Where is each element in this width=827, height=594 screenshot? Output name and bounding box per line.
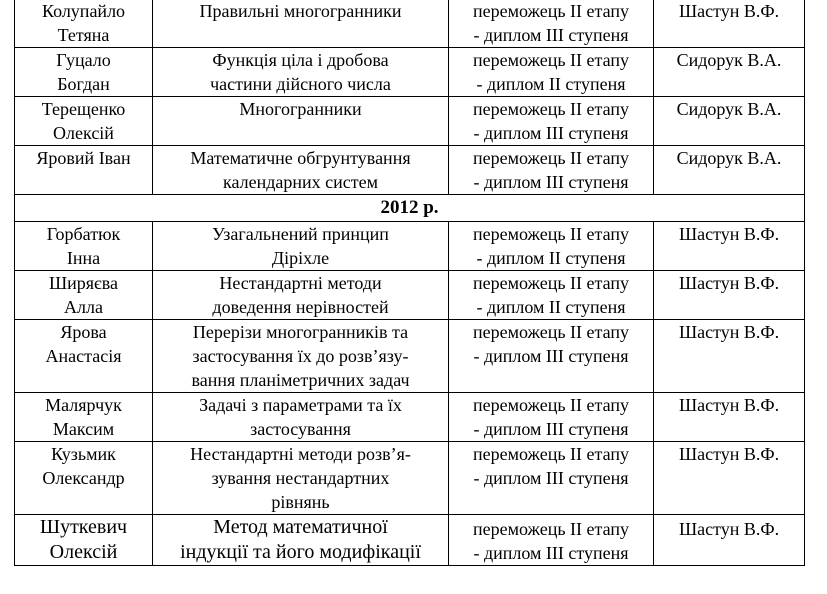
topic-cell	[153, 515, 449, 566]
table-row	[15, 0, 805, 48]
result-cell	[449, 97, 654, 146]
result-line: переможець ІІ етапу	[472, 50, 630, 70]
student-name-line: Тетяна	[57, 25, 110, 45]
student-name-cell	[15, 442, 153, 515]
result-cell	[449, 442, 654, 515]
result-line: - диплом ІІІ ступеня	[473, 468, 629, 488]
teacher-cell: Сидорук В.А.	[654, 97, 805, 146]
topic-line: зування нестандартних	[211, 468, 390, 488]
teacher-cell: Шастун В.Ф.	[654, 442, 805, 515]
student-name-cell	[15, 271, 153, 320]
results-table-body	[15, 0, 805, 566]
table-row	[15, 442, 805, 515]
topic-cell	[153, 320, 449, 393]
year-header: 2012 р.	[15, 195, 805, 222]
student-name-cell	[15, 515, 153, 566]
teacher-cell: Шастун В.Ф.	[654, 320, 805, 393]
result-line: - диплом ІІ ступеня	[476, 74, 626, 94]
result-line: переможець ІІ етапу	[472, 519, 630, 539]
student-name-line: Олексій	[49, 541, 118, 563]
teacher-cell: Сидорук В.А.	[654, 48, 805, 97]
result-line: - диплом ІІІ ступеня	[473, 172, 629, 192]
topic-line: Задачі з параметрами та їх	[199, 395, 402, 415]
topic-line: застосування їх до розв’язу-	[192, 346, 409, 366]
result-cell	[449, 320, 654, 393]
topic-cell	[153, 97, 449, 146]
result-line: переможець ІІ етапу	[472, 1, 630, 21]
student-name-line: Олександр	[42, 468, 125, 488]
result-line: переможець ІІ етапу	[472, 99, 630, 119]
topic-cell	[153, 48, 449, 97]
student-name-line: Інна	[66, 248, 101, 268]
teacher-cell: Шастун В.Ф.	[654, 515, 805, 566]
student-name-line: Малярчук	[45, 395, 122, 415]
result-line: переможець ІІ етапу	[472, 148, 630, 168]
student-name-line: Колупайло	[41, 1, 126, 21]
result-line: - диплом ІІ ступеня	[476, 297, 626, 317]
result-line: переможець ІІ етапу	[472, 322, 630, 342]
topic-line: застосування	[250, 419, 351, 439]
student-name-cell	[15, 48, 153, 97]
year-header-row	[15, 195, 805, 222]
student-name-line: Терещенко	[41, 99, 126, 119]
topic-line: Метод математичної	[213, 516, 388, 538]
student-name-cell	[15, 0, 153, 48]
student-name-line: Максим	[52, 419, 115, 439]
result-line: - диплом ІІІ ступеня	[473, 25, 629, 45]
student-name-cell	[15, 320, 153, 393]
topic-line: доведення нерівностей	[212, 297, 389, 317]
result-cell	[449, 0, 654, 48]
student-name-line: Шуткевич	[39, 516, 128, 538]
topic-line: частини дійсного числа	[210, 74, 391, 94]
topic-line: календарних систем	[223, 172, 378, 192]
student-name-cell	[15, 222, 153, 271]
student-name-line: Ширяєва	[48, 273, 119, 293]
teacher-cell: Шастун В.Ф.	[654, 393, 805, 442]
student-name-cell	[15, 97, 153, 146]
student-name-cell	[15, 393, 153, 442]
table-row	[15, 515, 805, 566]
result-line: переможець ІІ етапу	[472, 444, 630, 464]
result-line: переможець ІІ етапу	[472, 273, 630, 293]
teacher-cell: Шастун В.Ф.	[654, 222, 805, 271]
result-cell	[449, 515, 654, 566]
table-row	[15, 393, 805, 442]
student-name-line: Гуцало	[56, 50, 111, 70]
topic-line: Нестандартні методи розв’я-	[190, 444, 411, 464]
student-name-line: Яровий Іван	[36, 148, 131, 168]
result-line: - диплом ІІІ ступеня	[473, 419, 629, 439]
topic-line: Функція ціла і дробова	[212, 50, 389, 70]
topic-line: Правильні многогранники	[199, 1, 402, 21]
result-cell	[449, 393, 654, 442]
topic-cell	[153, 222, 449, 271]
student-name-line: Ярова	[60, 322, 107, 342]
result-line: - диплом ІІ ступеня	[476, 248, 626, 268]
teacher-cell: Шастун В.Ф.	[654, 271, 805, 320]
topic-line: Діріхле	[271, 248, 330, 268]
result-line: переможець ІІ етапу	[472, 395, 630, 415]
table-row	[15, 48, 805, 97]
student-name-line: Алла	[64, 297, 103, 317]
student-name-line: Олексій	[53, 123, 114, 143]
topic-line: Многогранники	[239, 99, 362, 119]
topic-cell	[153, 442, 449, 515]
student-name-line: Кузьмик	[51, 444, 116, 464]
student-name-line: Богдан	[57, 74, 110, 94]
topic-cell	[153, 0, 449, 48]
topic-line: Математичне обгрунтування	[190, 148, 411, 168]
result-line: - диплом ІІІ ступеня	[473, 123, 629, 143]
student-name-line: Горбатюк	[46, 224, 121, 244]
topic-line: Перерізи многогранників та	[192, 322, 409, 342]
topic-line: індукції та його модифікації	[180, 541, 421, 563]
result-cell	[449, 48, 654, 97]
topic-line: Узагальнений принцип	[212, 224, 389, 244]
topic-cell	[153, 271, 449, 320]
topic-line: вання планіметричних задач	[191, 370, 410, 390]
table-row	[15, 320, 805, 393]
topic-cell	[153, 393, 449, 442]
student-name-line: Анастасія	[45, 346, 122, 366]
teacher-cell: Шастун В.Ф.	[654, 0, 805, 48]
topic-line: Нестандартні методи	[219, 273, 382, 293]
table-row	[15, 222, 805, 271]
topic-line: рівнянь	[271, 492, 330, 512]
result-line: - диплом ІІІ ступеня	[473, 543, 629, 563]
result-cell	[449, 222, 654, 271]
result-cell	[449, 271, 654, 320]
teacher-cell: Сидорук В.А.	[654, 146, 805, 195]
table-row	[15, 146, 805, 195]
result-cell	[449, 146, 654, 195]
table-row	[15, 97, 805, 146]
student-name-cell	[15, 146, 153, 195]
topic-cell	[153, 146, 449, 195]
result-line: - диплом ІІІ ступеня	[473, 346, 629, 366]
table-row	[15, 271, 805, 320]
result-line: переможець ІІ етапу	[472, 224, 630, 244]
results-table	[14, 0, 805, 566]
